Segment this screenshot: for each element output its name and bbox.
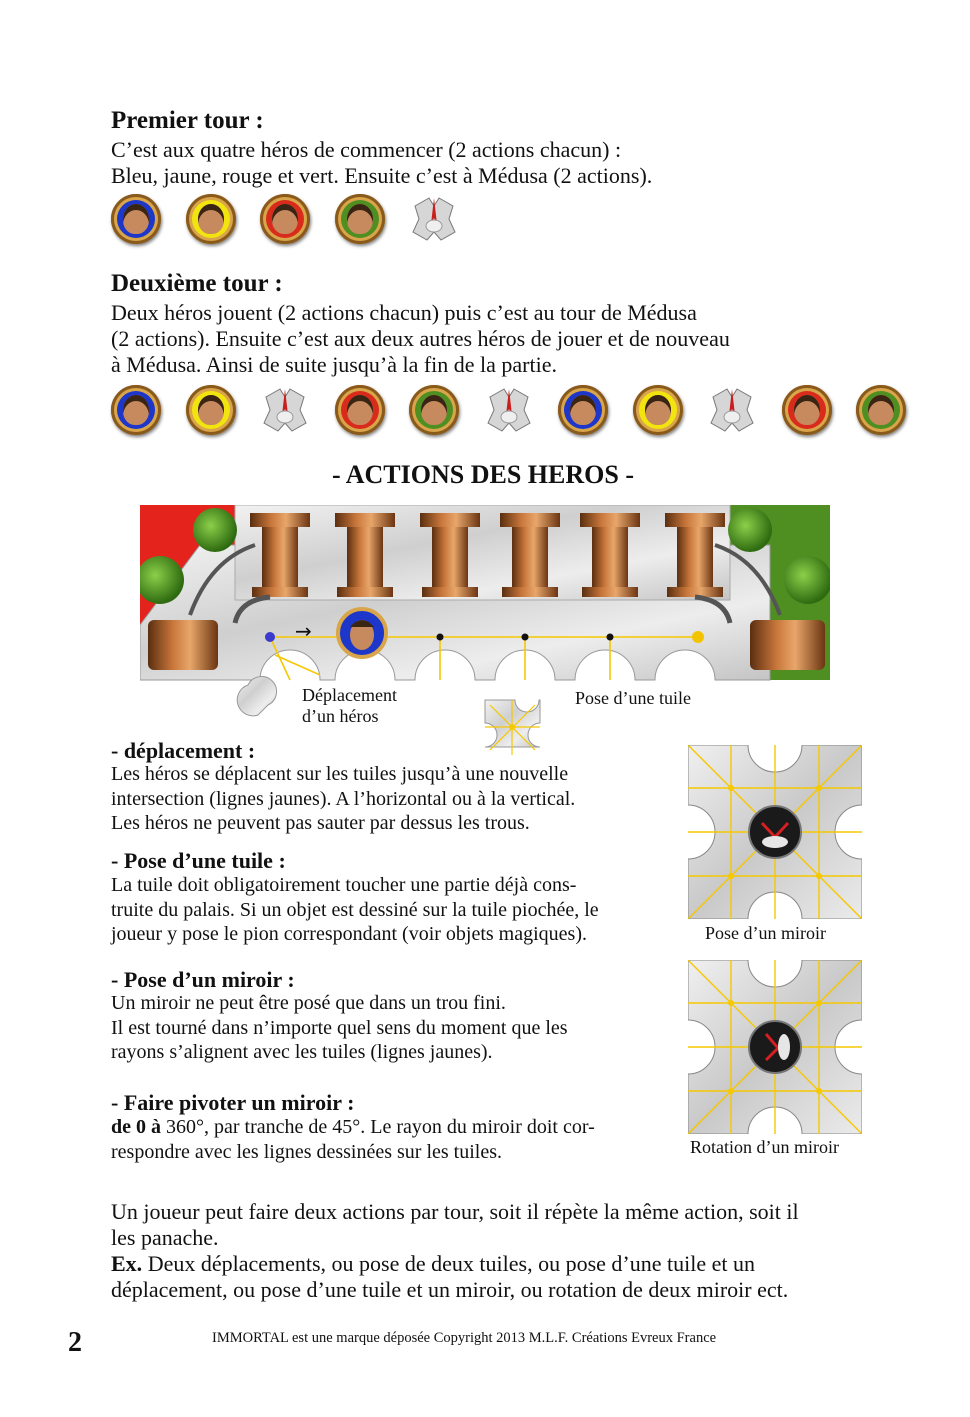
- blue-hero-token-icon: [111, 194, 161, 244]
- premier-tour-title: Premier tour :: [111, 107, 264, 134]
- deuxieme-tour-line1: Deux héros jouent (2 actions chacun) puis c’est au tour de Médusa: [111, 300, 697, 325]
- deuxieme-tour-line2: (2 actions). Ensuite c’est aux deux autres héros de jouer et de nouveau: [111, 326, 730, 351]
- placed-tile: [485, 700, 540, 755]
- pose-miroir-title: - Pose d’un miroir :: [111, 967, 295, 992]
- bush-left-2: [193, 508, 237, 552]
- pivoter-title: - Faire pivoter un miroir :: [111, 1090, 355, 1115]
- premier-tour-line2: Bleu, jaune, rouge et vert. Ensuite c’est à Médusa (2 actions).: [111, 163, 653, 188]
- pose-tuile-line1: La tuile doit obligatoirement toucher une partie déjà cons-: [111, 874, 577, 896]
- mirror-placement-caption: Pose d’un miroir: [705, 923, 826, 943]
- hero-face: [272, 204, 298, 234]
- medusa-token-icon: [260, 385, 310, 435]
- palace-board-svg: [140, 505, 830, 755]
- board-caption-move: Déplacement d’un héros: [302, 685, 397, 726]
- hero-face: [198, 395, 224, 425]
- page-number: 2: [68, 1327, 82, 1358]
- summary-line3-rest: Deux déplacements, ou pose de deux tuiles, ou pose d’une tuile et un: [142, 1251, 755, 1276]
- summary-line3: [111, 1251, 755, 1277]
- small-tile-piece: [237, 676, 276, 715]
- hero-face: [347, 204, 373, 234]
- yellow-hero-token-icon: [186, 385, 236, 435]
- red-hero-token-icon: [335, 385, 385, 435]
- premier-tour-line1: C’est aux quatre héros de commencer (2 actions chacun) :: [111, 137, 622, 162]
- summary-line4: déplacement, ou pose d’une tuile et un miroir, ou rotation de deux miroir ect.: [111, 1277, 789, 1302]
- pivoter-line2: respondre avec les lignes dessinées sur les tuiles.: [111, 1140, 503, 1163]
- deplacement-line2: intersection (lignes jaunes). A l’horizontal ou à la vertical.: [111, 787, 576, 810]
- deplacement-line1: Les héros se déplacent sur les tuiles jusqu’à une nouvelle: [111, 763, 569, 785]
- bush-right-2: [784, 556, 830, 604]
- pose-miroir-line1: Un miroir ne peut être posé que dans un trou fini.: [111, 992, 506, 1014]
- hero-face: [645, 395, 671, 425]
- summary-line1: Un joueur peut faire deux actions par tour, soit il répète la même action, soit il: [111, 1199, 799, 1224]
- move-arrow-icon: →: [295, 619, 312, 643]
- end-sun-icon: [692, 631, 704, 643]
- summary-ex-label: Ex.: [111, 1251, 143, 1276]
- mirror-icon: [749, 806, 801, 858]
- green-hero-token-icon: [335, 194, 385, 244]
- blue-hero-token-icon: [111, 385, 161, 435]
- start-sun-icon: [265, 632, 275, 642]
- hero-face: [868, 395, 894, 425]
- hero-face: [123, 395, 149, 425]
- medusa-token-icon: [409, 194, 459, 244]
- pose-miroir-line2: Il est tourné dans n’importe quel sens du moment que les: [111, 1016, 568, 1039]
- deplacement-line3: Les héros ne peuvent pas sauter par dessus les trous.: [111, 812, 530, 834]
- medusa-token-icon: [707, 385, 757, 435]
- green-hero-token-icon: [856, 385, 906, 435]
- pose-tuile-title: - Pose d’une tuile :: [111, 848, 286, 873]
- hero-face: [421, 395, 447, 425]
- pose-miroir-line3: rayons s’alignent avec les tuiles (lignes jaunes).: [111, 1041, 493, 1063]
- yellow-hero-token-icon: [186, 194, 236, 244]
- red-hero-token-icon: [782, 385, 832, 435]
- pose-tuile-line3: joueur y pose le pion correspondant (voir objets magiques).: [111, 923, 587, 945]
- deplacement-title: - déplacement :: [111, 738, 256, 763]
- yellow-hero-token-icon: [633, 385, 683, 435]
- mirror-rotation-caption: Rotation d’un miroir: [690, 1137, 839, 1157]
- medusa-token-icon: [484, 385, 534, 435]
- corner-column-left: [148, 620, 218, 670]
- corner-column-right: [750, 620, 825, 670]
- hero-face: [570, 395, 596, 425]
- red-hero-token-icon: [260, 194, 310, 244]
- board-caption-tile: Pose d’une tuile: [575, 688, 691, 708]
- pivoter-line1-rest: 360°, par tranche de 45°. Le rayon du miroir doit cor-: [161, 1116, 595, 1138]
- mirror-placement-figure: [688, 745, 862, 919]
- palace-board-illustration: [140, 505, 830, 755]
- pivoter-bold-start: de 0 à: [111, 1116, 161, 1138]
- hero-face: [347, 395, 373, 425]
- pose-tuile-line2: truite du palais. Si un objet est dessiné sur la tuile piochée, le: [111, 898, 599, 921]
- hero-face: [198, 204, 224, 234]
- deuxieme-tour-line3: à Médusa. Ainsi de suite jusqu’à la fin de la partie.: [111, 352, 557, 377]
- blue-hero-token-icon: [558, 385, 608, 435]
- actions-section-title: - ACTIONS DES HEROS -: [332, 460, 634, 489]
- deuxieme-tour-title: Deuxième tour :: [111, 270, 283, 297]
- mirror-rotation-figure: [688, 960, 862, 1134]
- hero-face: [794, 395, 820, 425]
- footer-copyright: IMMORTAL est une marque déposée Copyright 2013 M.L.F. Créations Evreux France: [212, 1330, 717, 1346]
- hero-face: [123, 204, 149, 234]
- bush-right-1: [728, 508, 772, 552]
- green-hero-token-icon: [409, 385, 459, 435]
- summary-line2: les panache.: [111, 1225, 219, 1250]
- mirror-rotated-icon: [749, 1021, 801, 1073]
- pivoter-line1: [111, 1115, 595, 1140]
